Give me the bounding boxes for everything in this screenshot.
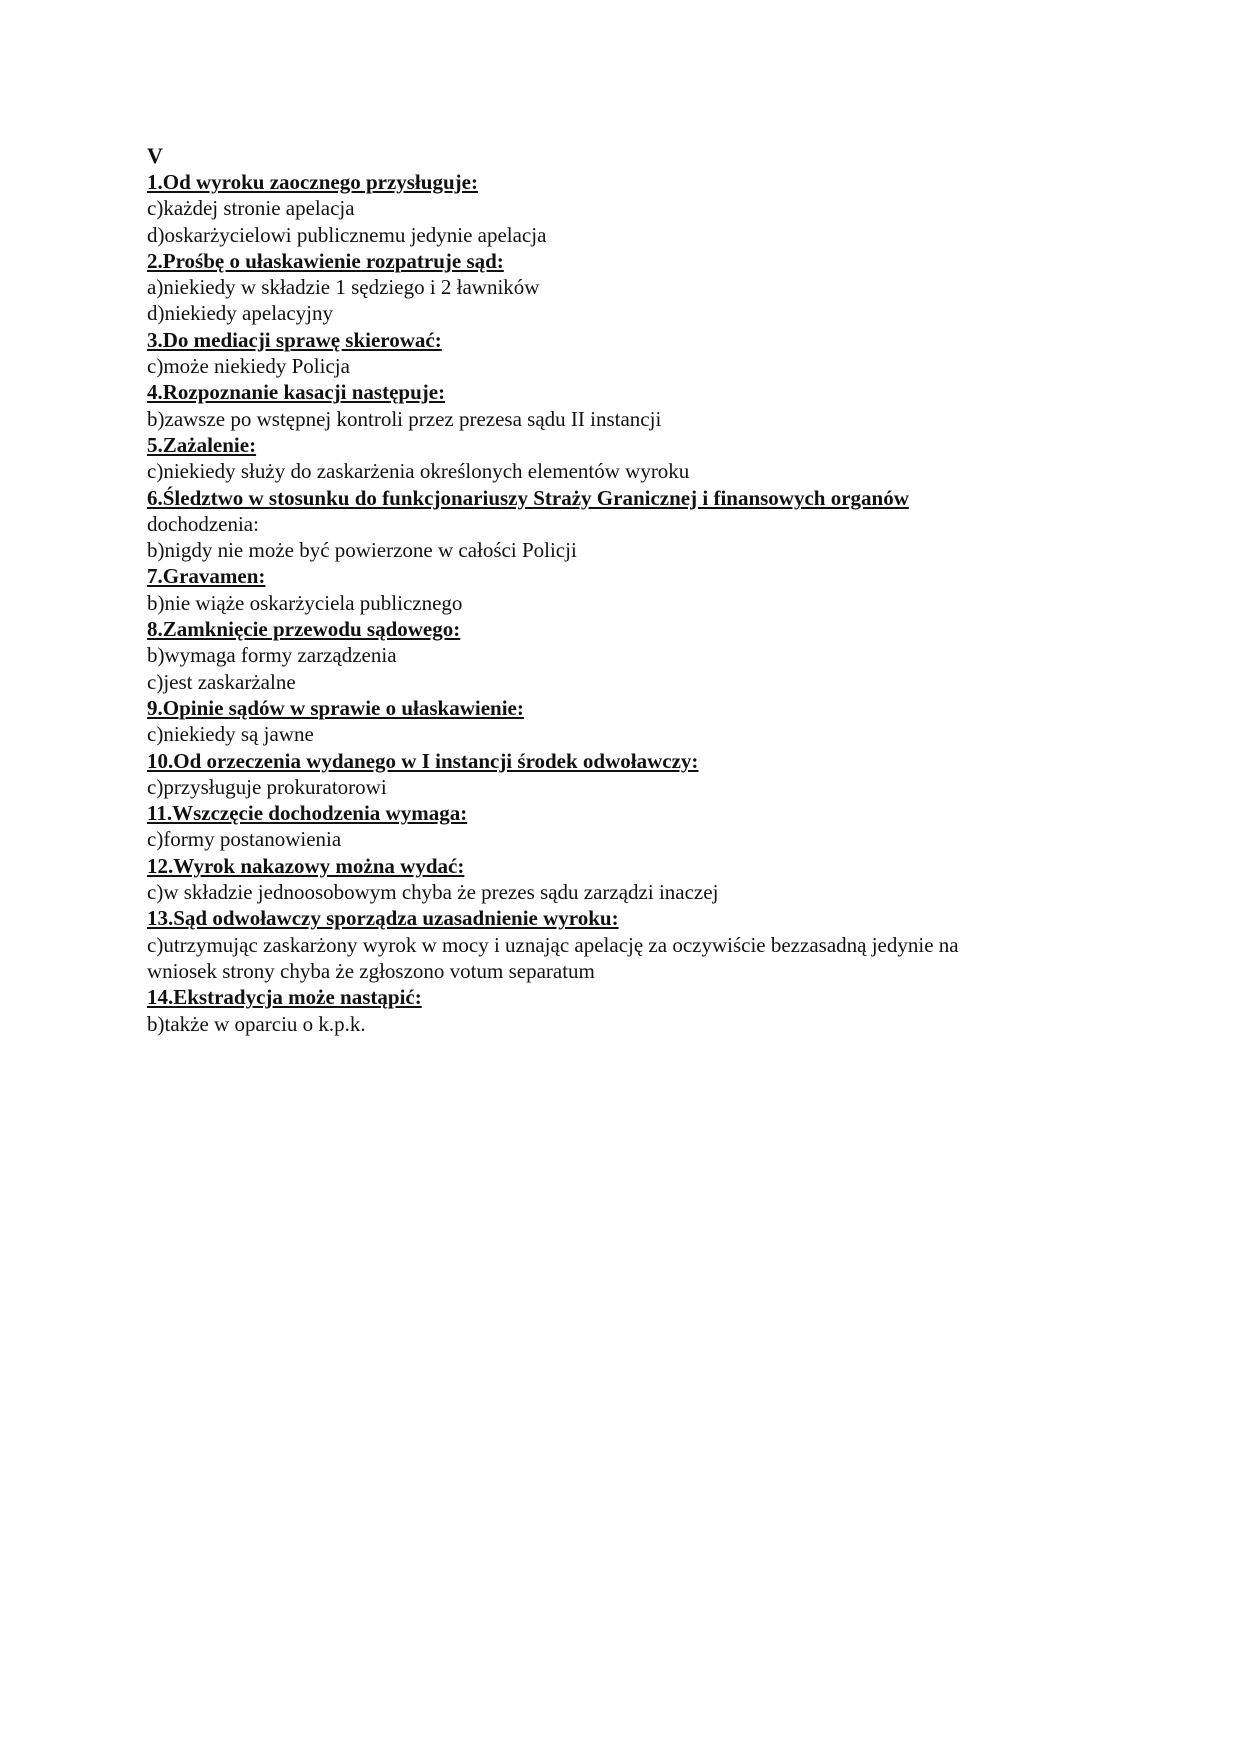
question-heading: 13.Sąd odwoławczy sporządza uzasadnienie wyroku: [147,906,619,931]
question-item [147,379,1047,432]
question-list [147,169,1047,1037]
answer-line: dochodzenia: [147,511,259,536]
question-heading: 9.Opinie sądów w sprawie o ułaskawienie: [147,695,524,720]
document-content [147,143,1047,1037]
answer-line: b)nigdy nie może być powierzone w całości Policji [147,538,577,563]
answer-line: a)niekiedy w składzie 1 sędziego i 2 ławników [147,275,540,300]
answer-line: c)może niekiedy Policja [147,354,350,379]
question-heading: 6.Śledztwo w stosunku do funkcjonariuszy Straży Granicznej i finansowych organów [147,485,909,510]
answer-line: b)nie wiąże oskarżyciela publicznego [147,590,463,615]
question-item [147,485,1047,564]
question-heading: 4.Rozpoznanie kasacji następuje: [147,380,446,405]
question-item [147,800,1047,853]
answer-line: d)oskarżycielowi publicznemu jedynie apelacja [147,222,547,247]
question-item [147,748,1047,801]
answer-line: c)jest zaskarżalne [147,669,296,694]
question-heading: 8.Zamknięcie przewodu sądowego: [147,617,461,642]
question-item [147,169,1047,248]
question-heading: 10.Od orzeczenia wydanego w I instancji środek odwoławczy: [147,748,699,773]
answer-line: wniosek strony chyba że zgłoszono votum separatum [147,958,595,983]
question-heading: 12.Wyrok nakazowy można wydać: [147,853,465,878]
question-item [147,695,1047,748]
answer-line: c)formy postanowienia [147,827,342,852]
question-item [147,248,1047,327]
question-item [147,905,1047,984]
section-title: V [147,143,163,168]
question-item [147,616,1047,695]
question-heading: 3.Do mediacji sprawę skierować: [147,327,442,352]
answer-line: c)niekiedy są jawne [147,722,314,747]
question-heading: 2.Prośbę o ułaskawienie rozpatruje sąd: [147,248,504,273]
answer-line: d)niekiedy apelacyjny [147,301,334,326]
answer-line: c)w składzie jednoosobowym chyba że prezes sądu zarządzi inaczej [147,880,719,905]
answer-line: b)wymaga formy zarządzenia [147,643,397,668]
question-heading: 1.Od wyroku zaocznego przysługuje: [147,170,478,194]
question-heading: 14.Ekstradycja może nastąpić: [147,985,422,1010]
question-item [147,327,1047,380]
answer-line: b)zawsze po wstępnej kontroli przez prezesa sądu II instancji [147,406,662,431]
answer-line: c)niekiedy służy do zaskarżenia określonych elementów wyroku [147,459,690,484]
question-item [147,432,1047,485]
question-heading: 11.Wszczęcie dochodzenia wymaga: [147,801,468,826]
question-heading: 5.Zażalenie: [147,432,257,457]
answer-line: c)przysługuje prokuratorowi [147,774,387,799]
question-item [147,984,1047,1037]
question-item [147,563,1047,616]
question-item [147,853,1047,906]
question-heading: 7.Gravamen: [147,564,266,589]
answer-line: c)każdej stronie apelacja [147,196,355,221]
answer-line: b)także w oparciu o k.p.k. [147,1011,366,1036]
answer-line: c)utrzymując zaskarżony wyrok w mocy i uznając apelację za oczywiście bezzasadną jedynie na [147,932,959,957]
